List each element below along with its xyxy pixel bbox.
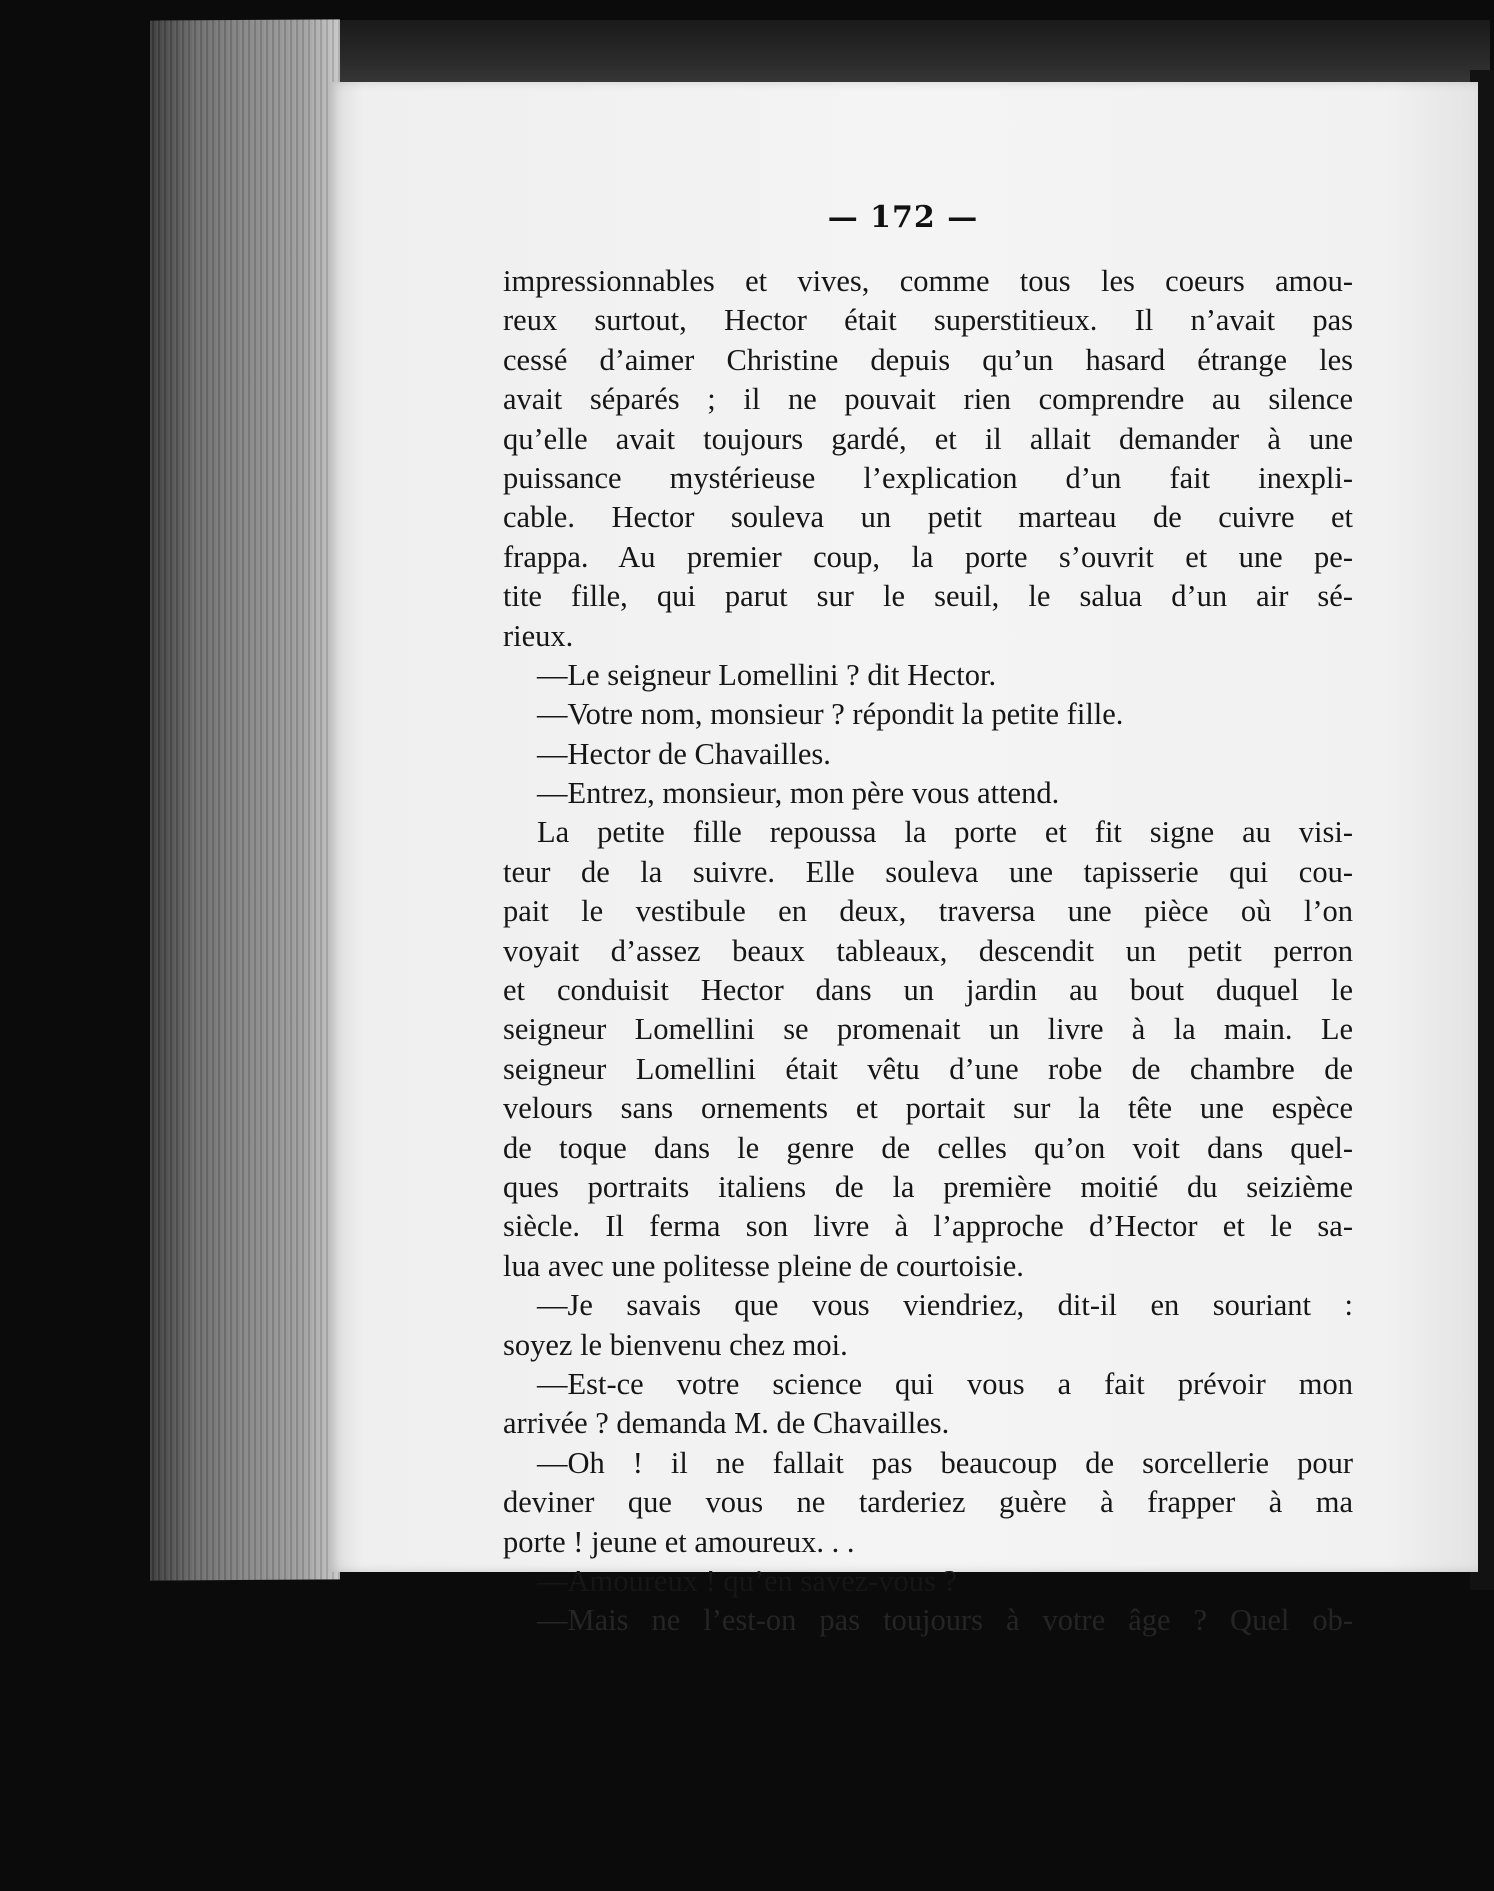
text-line: —Entrez, monsieur, mon père vous attend. — [537, 776, 1060, 811]
text-line: —Mais ne l’est-on pas toujours à votre âge ? Quel ob- — [537, 1603, 1353, 1638]
text-line: —Le seigneur Lomellini ? dit Hector. — [537, 657, 997, 692]
text-line: ques portraits italiens de la première moitié du seizième — [503, 1169, 1353, 1204]
text-line: —Oh ! il ne fallait pas beaucoup de sorcellerie pour — [537, 1445, 1353, 1480]
text-line: avait séparés ; il ne pouvait rien comprendre au silence — [503, 382, 1353, 417]
text-line: reux surtout, Hector était superstitieux. Il n’avait pas — [503, 303, 1353, 338]
text-line: cessé d’aimer Christine depuis qu’un hasard étrange les — [503, 342, 1353, 377]
page-number: — 172 — — [827, 200, 979, 235]
text-line: impressionnables et vives, comme tous les coeurs amou- — [503, 264, 1353, 298]
book-page-edges — [150, 19, 340, 1580]
text-line: voyait d’assez beaux tableaux, descendit un petit perron — [503, 933, 1353, 968]
text-line: cable. Hector souleva un petit marteau de cuivre et — [503, 500, 1353, 535]
text-line: frappa. Au premier coup, la porte s’ouvrit et une pe- — [503, 539, 1353, 574]
text-line: velours sans ornements et portait sur la tête une espèce — [503, 1091, 1353, 1126]
text-line: rieux. — [503, 618, 574, 653]
text-line: seigneur Lomellini était vêtu d’une robe de chambre de — [503, 1051, 1353, 1086]
text-line: deviner que vous ne tarderiez guère à frapper à ma — [503, 1485, 1353, 1520]
text-line: siècle. Il ferma son livre à l’approche d’Hector et le sa- — [503, 1209, 1353, 1244]
text-line: lua avec une politesse pleine de courtoisie. — [503, 1248, 1024, 1283]
text-line: —Hector de Chavailles. — [537, 736, 831, 771]
text-line: teur de la suivre. Elle souleva une tapisserie qui cou- — [503, 854, 1353, 889]
text-line: porte ! jeune et amoureux. . . — [503, 1524, 855, 1559]
text-line: tite fille, qui parut sur le seuil, le salua d’un air sé- — [503, 579, 1353, 614]
text-line: seigneur Lomellini se promenait un livre à la main. Le — [503, 1012, 1353, 1047]
text-line: —Votre nom, monsieur ? répondit la petite fille. — [537, 697, 1124, 732]
text-line: pait le vestibule en deux, traversa une pièce où l’on — [503, 894, 1353, 929]
body-text — [503, 262, 1353, 1641]
text-line: —Je savais que vous viendriez, dit-il en souriant : — [537, 1288, 1353, 1323]
text-line: La petite fille repoussa la porte et fit signe au visi- — [537, 815, 1353, 850]
book-top-shadow — [160, 20, 1490, 90]
text-line: arrivée ? demanda M. de Chavailles. — [503, 1406, 950, 1441]
text-line: —Amoureux ! qu’en savez-vous ? — [537, 1563, 958, 1598]
text-line: soyez le bienvenu chez moi. — [503, 1327, 848, 1362]
text-line: —Est-ce votre science qui vous a fait prévoir mon — [537, 1366, 1353, 1401]
text-line: puissance mystérieuse l’explication d’un fait inexpli- — [503, 460, 1353, 495]
text-line: qu’elle avait toujours gardé, et il allait demander à une — [503, 421, 1353, 456]
text-line: de toque dans le genre de celles qu’on voit dans quel- — [503, 1130, 1353, 1165]
book-page — [328, 82, 1478, 1638]
text-line: et conduisit Hector dans un jardin au bout duquel le — [503, 973, 1353, 1008]
